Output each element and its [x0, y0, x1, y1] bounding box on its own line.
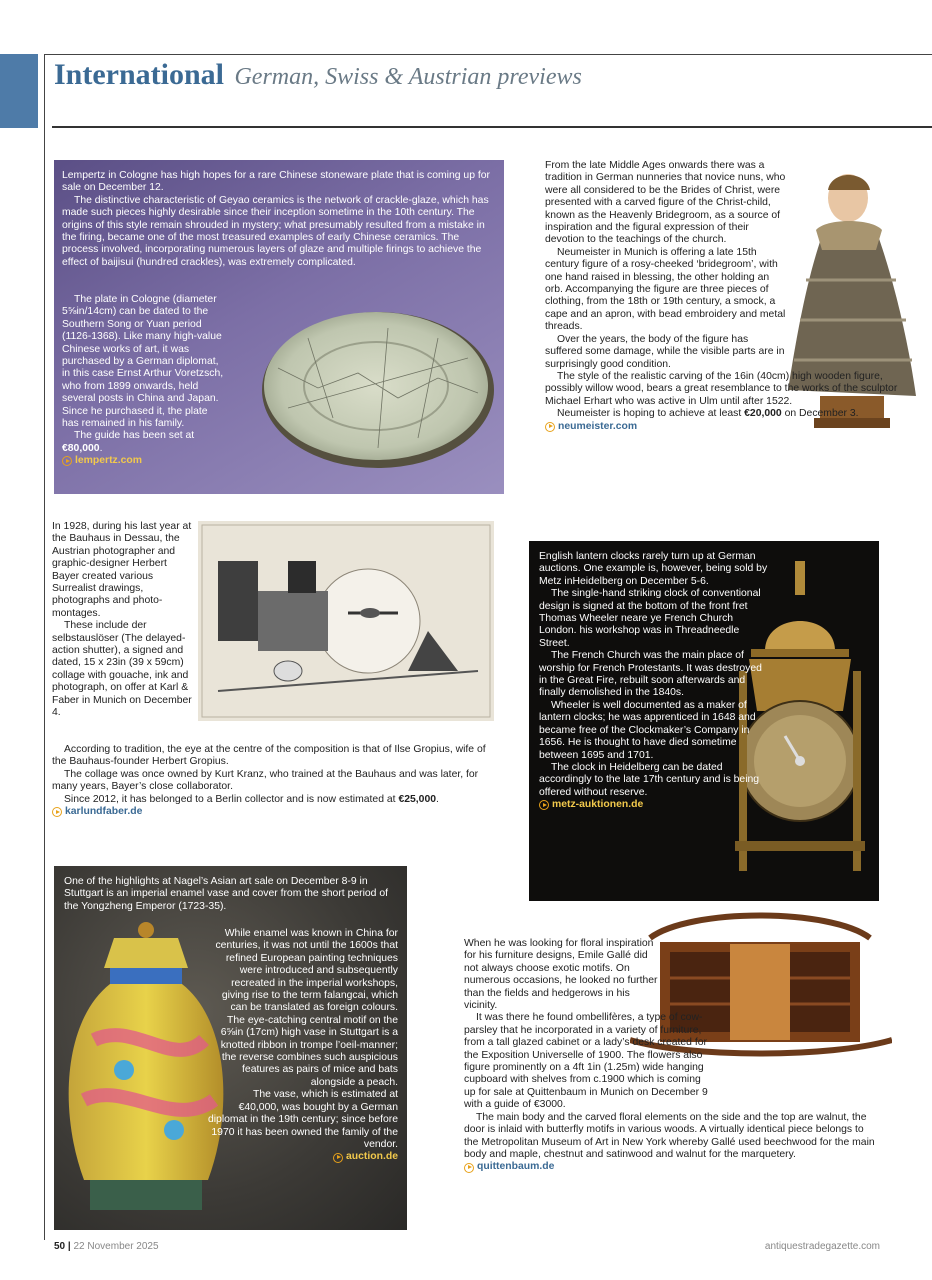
section-title: International [54, 58, 225, 91]
quittenbaum-para-3: The main body and the carved floral elements on the side and the top are walnut, the door is inlaid with butterfly motifs in various woods. A virtually identical piece belongs to the Metropolitan Museum of Art in New York whereby Gallé used beechwood for the main body and maple, chestnut and satinwood and walnut for the marquetery. [464, 1111, 875, 1160]
lempertz-guide: The guide has been set at €80,000. [62, 430, 195, 454]
neumeister-text [545, 160, 900, 433]
karlundfaber-link[interactable]: karlundfaber.de [52, 806, 492, 818]
play-icon [545, 422, 555, 432]
metz-para-3: The French Church was the main place of worship for French Protestants. It was destroyed in the Great Fire, rebuilt soon afterwards and finally demolished in the 1840s. [539, 650, 762, 699]
bayer-text-col [52, 521, 194, 720]
bayer-para-4: The collage was once owned by Kurt Kranz, who trained at the Bauhaus and was later, for many years, Bayer’s close collaborator. [52, 768, 479, 793]
lempertz-panel [54, 160, 504, 494]
quittenbaum-text [464, 938, 876, 1174]
play-icon [539, 800, 549, 810]
bayer-para-3: According to tradition, the eye at the centre of the composition is that of Ilse Gropius, wife of the Bauhaus-founder Herbert Gropius. [52, 744, 486, 768]
footer-separator: | [67, 1241, 71, 1252]
play-icon [52, 807, 62, 817]
header-rule [52, 126, 932, 128]
quittenbaum-link[interactable]: quittenbaum.de [464, 1161, 876, 1173]
lempertz-para-3: The plate in Cologne (diameter 5⅝in/14cm) can be dated to the Southern Song or Yuan period (1126-1368). Like many high-value Chinese works of art, it was purchased by a German diplomat, in this case Ernst Arthur Voretzsch, who from 1899 onwards, held several posts in China and Japan. Since he purchased it, the plate has remained in his family. [62, 294, 224, 430]
lempertz-text [62, 170, 498, 269]
neumeister-para-2: Neumeister in Munich is offering a late 15th century figure of a rosy-cheeked ‘bridegroom’, with one hand raised in blessing, the other holding an orb. Accompanying the figure are three pieces of clothing, from the 18th or 19th century, a smock, a cape and an apron, with bead embroidery and metal threads. [545, 246, 786, 333]
bayer-guide: Since 2012, it has belonged to a Berlin collector and is now estimated at €25,000. [64, 793, 439, 805]
quittenbaum-para-1: When he was looking for floral inspiration for his furniture designs, Emile Gallé did not always choose exotic motifs. On numerous occasions, he looked no further than the fields and hedgerows in his vicinity. [464, 938, 658, 1012]
metz-para-4: Wheeler is well documented as a maker of lantern clocks; he was apprenticed in 1648 and became free of the Clockmaker’s Company in 1656. He is thought to have died sometime between 1695 and 1701. [539, 699, 756, 761]
metz-text [539, 551, 771, 812]
metz-panel [529, 541, 879, 901]
lempertz-para-1: Lempertz in Cologne has high hopes for a rare Chinese stoneware plate that is coming up for sale on December 12. [62, 170, 490, 194]
section-subtitle: German, Swiss & Austrian previews [234, 64, 582, 90]
neumeister-guide-value: €20,000 [744, 408, 782, 420]
play-icon [62, 456, 72, 466]
neumeister-para-1: From the late Middle Ages onwards there was a tradition in German nunneries that novice nuns, who were all considered to be the Brides of Christ, were presented with a carved figure of the Christ-child, known as the Heavenly Bridegroom, as a source of inspiration and the figural expression of their devotion to the teachings of the church. [545, 160, 786, 246]
left-rule [44, 54, 45, 1240]
nagel-para-1: One of the highlights at Nagel’s Asian art sale on December 8-9 in Stuttgart is an imperial enamel vase and cover from the short period of the Yongzheng Emperor (1723-35). [64, 876, 389, 912]
nagel-text-col [204, 928, 398, 1164]
top-rule [44, 54, 932, 55]
auction-link[interactable]: auction.de [204, 1151, 398, 1163]
bayer-guide-value: €25,000 [398, 793, 436, 805]
neumeister-guide: Neumeister is hoping to achieve at least €20,000 on December 3. [557, 408, 859, 420]
bayer-collage-image [198, 521, 494, 721]
lempertz-para-2: The distinctive characteristic of Geyao ceramics is the network of crackle-glaze, which has made such pieces highly desirable since their inception sometime in the 10th century. The origins of this style remain shrouded in mystery; what presumably resulted from a mistake in the firing, became one of the most treasured examples of early Chinese ceramics. The process involved, incorporating numerous layers of glaze and multiple firings to achieve the effect of baijisui (hundred crackles), was extremely complicated. [62, 194, 489, 268]
quittenbaum-para-2: It was there he found ombellifères, a type of cow-parsley that he incorporated in a variety of furniture, from a tall glazed cabinet or a lady’s desk created for the Exposition Universelle of 1900. The flowers also figure prominently on a 4ft 1in (1.25m) wide hanging cupboard with shelves from c.1900 which is coming up for sale at Quittenbaum in Munich on December 9 with a guide of €3000. [464, 1012, 708, 1111]
page-number: 50 [54, 1241, 66, 1252]
nagel-para-4: The vase, which is estimated at €40,000, was bought by a German diplomat in the 19th century; since before 1970 it has been owned the family of the vendor. [207, 1089, 398, 1150]
lempertz-text-col [62, 294, 226, 468]
nagel-para-2: While enamel was known in China for centuries, it was not until the 1600s that refined European painting techniques were introduced and subsequently recreated in the imperial workshops, giving rise to the term falangcai, which can be translated as foreign colours. [215, 928, 398, 1014]
page-footer-left [54, 1241, 159, 1252]
nagel-para-3: The eye-catching central motif on the 6⅝in (17cm) high vase in Stuttgart is a knotted ribbon in trompe l’oeil-manner; the reverse combines such auspicious features as pairs of mice and bats alongside a peach. [220, 1014, 398, 1088]
lempertz-link[interactable]: lempertz.com [62, 455, 226, 467]
bayer-text [52, 744, 492, 818]
metz-link[interactable]: metz-auktionen.de [539, 799, 771, 811]
crackle-plate-image [238, 278, 504, 494]
page-title [54, 58, 582, 92]
site-url: antiquestradegazette.com [764, 1241, 880, 1252]
metz-para-5: The clock in Heidelberg can be dated accordingly to the late 17th century and is being offered without reserve. [539, 761, 760, 798]
issue-date: 22 November 2025 [73, 1241, 159, 1252]
nagel-text [64, 876, 398, 913]
play-icon [464, 1163, 474, 1173]
nagel-panel [54, 866, 407, 1230]
neumeister-para-3: Over the years, the body of the figure has suffered some damage, while the visible parts are in surprisingly good condition. [545, 333, 785, 370]
bayer-para-2: These include der selbstauslöser (The delayed-action shutter), a signed and dated, 15 x 23in (39 x 59cm) collage with gouache, ink and photograph, on offer at Karl & Faber in Munich on December 4. [52, 620, 192, 719]
metz-para-2: The single-hand striking clock of conventional design is signed at the bottom of the front fret Thomas Wheeler neare ye French Church London. his workshop was in Threadneedle Street. [539, 588, 761, 649]
lempertz-guide-value: €80,000 [62, 442, 100, 454]
neumeister-para-4: The style of the realistic carving of the 16in (40cm) high wooden figure, possibly willow wood, bears a great resemblance to the works of the sculptor Michael Erhart who was active in Ulm until after 1522. [545, 370, 898, 407]
section-color-tab [0, 54, 38, 128]
bayer-para-1: In 1928, during his last year at the Bauhaus in Dessau, the Austrian photographer and graphic-designer Herbert Bayer created various Surrealist drawings, photographs and photo-montages. [52, 521, 192, 619]
metz-para-1: English lantern clocks rarely turn up at German auctions. One example is, however, being sold by Metz inHeidelberg on December 5-6. [539, 551, 768, 587]
neumeister-link[interactable]: neumeister.com [545, 421, 900, 433]
play-icon [333, 1153, 343, 1163]
